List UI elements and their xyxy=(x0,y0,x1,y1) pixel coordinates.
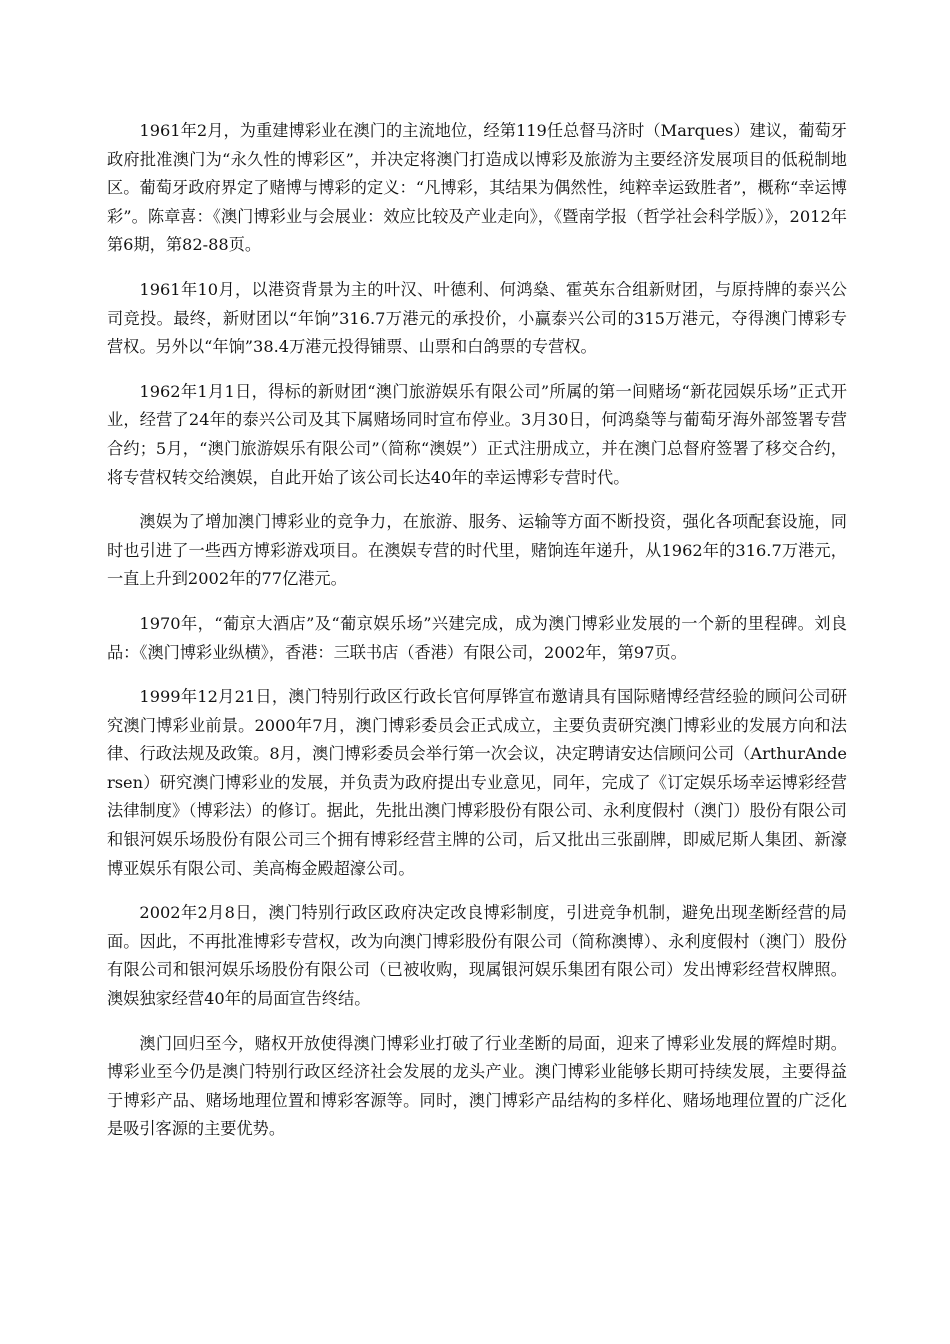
paragraph-1999: 1999年12月21日，澳门特别行政区行政长官何厚铧宣布邀请具有国际赌博经营经验的顾问公司研究澳门博彩业前景。2000年7月，澳门博彩委员会正式成立，主要负责研究澳门博彩业的发展方向和法律、行政法规及政策。8月，澳门博彩委员会举行第一次会议，决定聘请安达信顾问公司（ArthurAndersen）研究澳门博彩业的发展，并负责为政府提出专业意见，同年，完成了《订定娱乐场幸运博彩经营法律制度》（博彩法）的修订。据此，先批出澳门博彩股份有限公司、永利度假村（澳门）股份有限公司和银河娱乐场股份有限公司三个拥有博彩经营主牌的公司，后又批出三张副牌，即威尼斯人集团、新濠博亚娱乐有限公司、美高梅金殿超濠公司。 xyxy=(107,687,847,878)
paragraph-stdm-era: 澳娱为了增加澳门博彩业的竞争力，在旅游、服务、运输等方面不断投资，强化各项配套设施，同时也引进了一些西方博彩游戏项目。在澳娱专营的时代里，赌饷连年递升，从1962年的316.7万港元，一直上升到2002年的77亿港元。 xyxy=(107,512,847,589)
paragraph-1961-oct: 1961年10月，以港资背景为主的叶汉、叶德利、何鸿燊、霍英东合组新财团，与原持牌的泰兴公司竞投。最终，新财团以“年饷”316.7万港元的承投价，小赢泰兴公司的315万港元，夺得澳门博彩专营权。另外以“年饷”38.4万港元投得铺票、山票和白鸽票的专营权。 xyxy=(107,279,847,357)
paragraph-1962: 1962年1月1日，得标的新财团“澳门旅游娱乐有限公司”所属的第一间赌场“新花园娱乐场”正式开业，经营了24年的泰兴公司及其下属赌场同时宣布停业。3月30日，何鸿燊等与葡萄牙海外部签署专营合约；5月，“澳门旅游娱乐有限公司”（简称“澳娱”）正式注册成立，并在澳门总督府签署了移交合约，将专营权转交给澳娱，自此开始了该公司长达40年的幸运博彩专营时代。 xyxy=(107,381,847,487)
paragraph-1970: 1970年，“葡京大酒店”及“葡京娱乐场”兴建完成，成为澳门博彩业发展的一个新的里程碑。刘良品：《澳门博彩业纵横》，香港：三联书店（香港）有限公司，2002年，第97页。 xyxy=(107,613,847,662)
paragraph-handover: 澳门回归至今，赌权开放使得澳门博彩业打破了行业垄断的局面，迎来了博彩业发展的辉煌时期。博彩业至今仍是澳门特别行政区经济社会发展的龙头产业。澳门博彩业能够长期可持续发展，主要得益于博彩产品、赌场地理位置和博彩客源等。同时，澳门博彩产品结构的多样化、赌场地理位置的广泛化是吸引客源的主要优势。 xyxy=(107,1033,847,1139)
paragraph-2002: 2002年2月8日，澳门特别行政区政府决定改良博彩制度，引进竞争机制，避免出现垄断经营的局面。因此，不再批准博彩专营权，改为向澳门博彩股份有限公司（简称澳博）、永利度假村（澳门）股份有限公司和银河娱乐场股份有限公司（已被收购，现属银河娱乐集团有限公司）发出博彩经营权牌照。澳娱独家经营40年的局面宣告终结。 xyxy=(107,903,847,1009)
paragraph-1961-feb: 1961年2月，为重建博彩业在澳门的主流地位，经第119任总督马济时（Marques）建议，葡萄牙政府批准澳门为“永久性的博彩区”，并决定将澳门打造成以博彩及旅游为主要经济发展项目的低税制地区。葡萄牙政府界定了赌博与博彩的定义：“凡博彩，其结果为偶然性，纯粹幸运致胜者”，概称“幸运博彩”。陈章喜：《澳门博彩业与会展业：效应比较及产业走向》，《暨南学报（哲学社会科学版）》，2012年第6期，第82-88页。 xyxy=(107,121,847,255)
document-body xyxy=(107,117,847,1160)
